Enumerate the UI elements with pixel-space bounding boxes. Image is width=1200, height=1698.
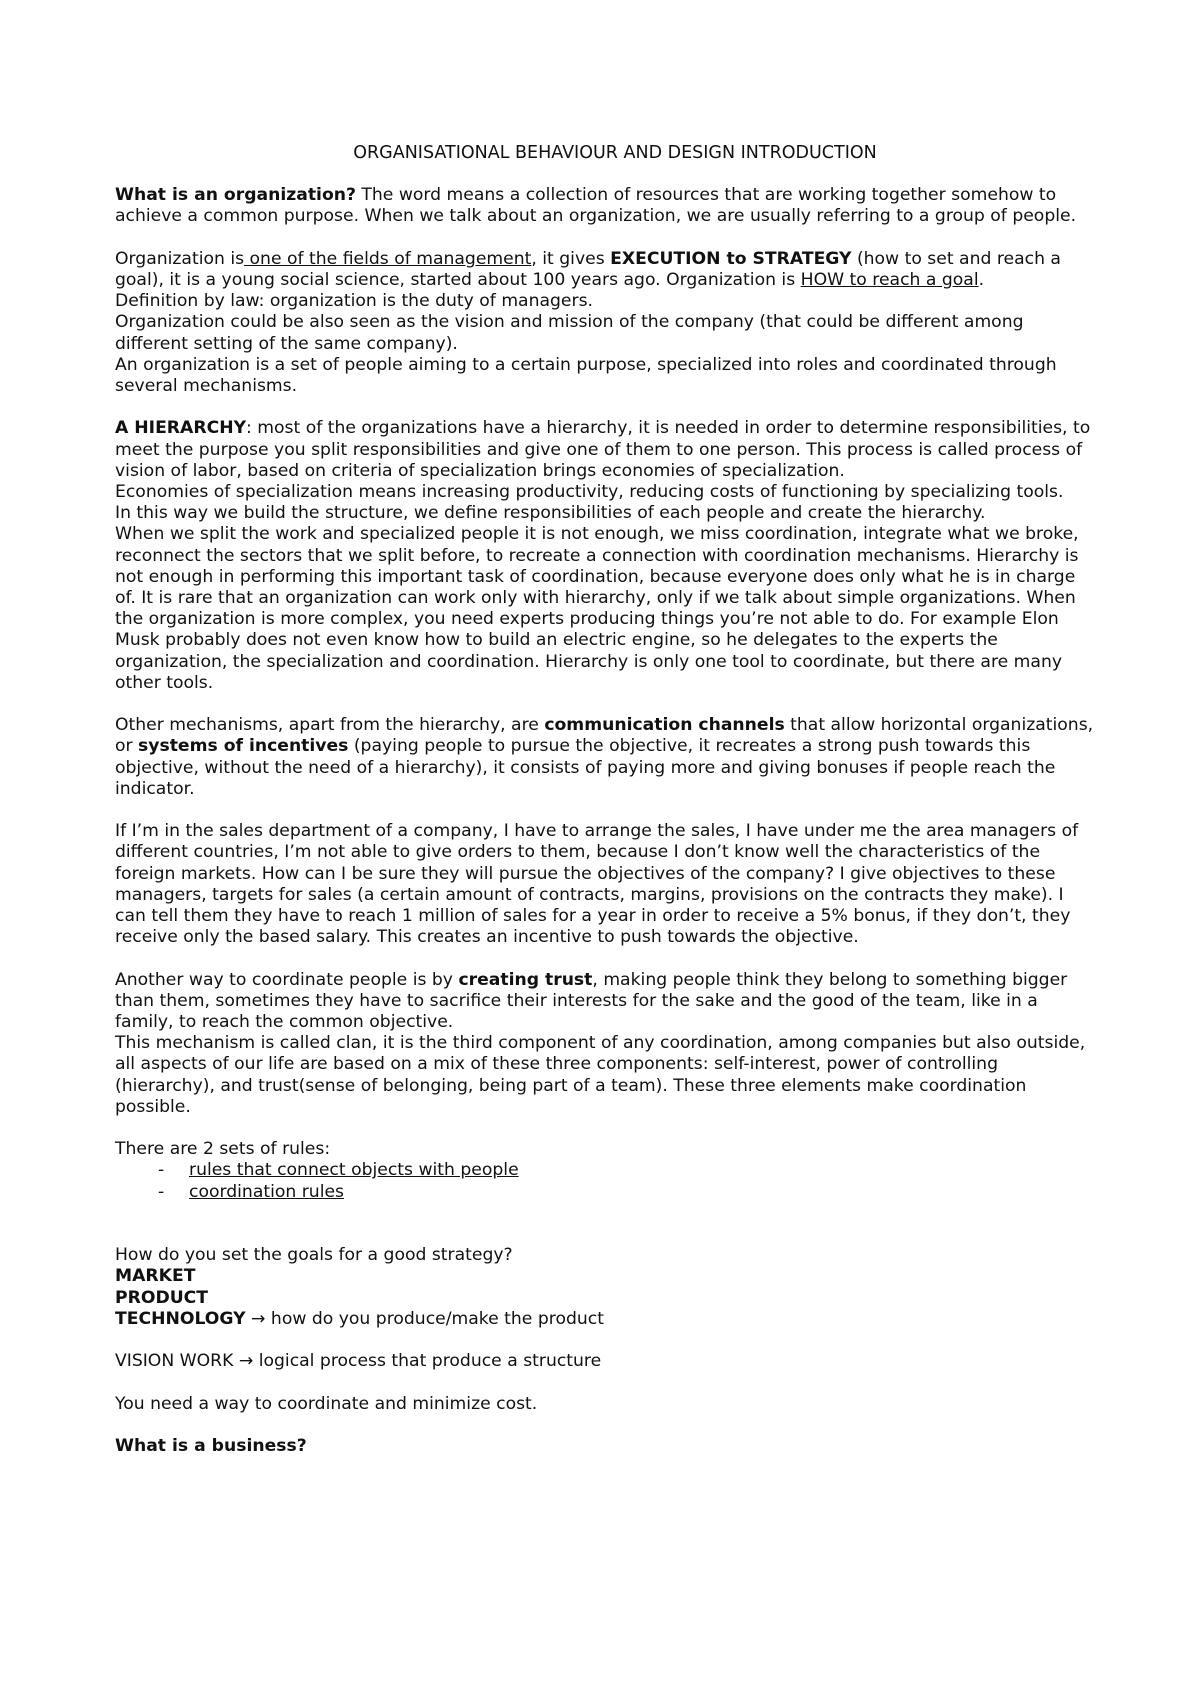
- term-systems-of-incentives: systems of incentives: [138, 736, 349, 757]
- paragraph-clan: This mechanism is called clan, it is the third component of any coordination, among companies but also outside, all aspects of our life are based on a mix of these three components: self-interest, power of controlling (hierarchy), and trust(sense of belonging, being part of a team). These three elements make coordination possible.: [115, 1033, 1086, 1117]
- heading-what-is-business: What is a business?: [115, 1436, 307, 1457]
- term-creating-trust: creating trust: [458, 969, 593, 990]
- paragraph-vision-work: VISION WORK → logical process that produce a structure: [115, 1351, 602, 1372]
- list-item: - coordination rules: [158, 1182, 1095, 1203]
- goal-product: PRODUCT: [115, 1287, 209, 1308]
- paragraph-coordinate-minimize: You need a way to coordinate and minimize cost.: [115, 1393, 538, 1414]
- paragraph-hierarchy: A HIERARCHY: most of the organizations have a hierarchy, it is needed in order to determine responsibilities, to meet the purpose you split responsibilities and give one of them to one person. This process is called process of vision of labor, based on criteria of specialization brings economies of specialization.: [115, 418, 1091, 481]
- term-hierarchy: A HIERARCHY: [115, 418, 247, 439]
- term-what-is-organization: What is an organization?: [115, 185, 356, 206]
- goal-technology: TECHNOLOGY → how do you produce/make the product: [115, 1308, 604, 1329]
- document-title: ORGANISATIONAL BEHAVIOUR AND DESIGN INTRODUCTION: [353, 143, 877, 163]
- paragraph-coordination: When we split the work and specialized people it is not enough, we miss coordination, integrate what we broke, reconnect the sectors that we split before, to recreate a connection with coordination mechanisms. Hierarchy is not enough in performing this important task of coordination, because everyone does only what he is in charge of. It is rare that an organization can work only with hierarchy, only if we talk about simple organizations. When the organization is more complex, you need experts producing things you’re not able to do. For example Elon Musk probably does not even know how to build an electric engine, so he delegates to the experts the organization, the specialization and coordination. Hierarchy is only one tool to coordinate, but there are many other tools.: [115, 524, 1079, 693]
- underlined-fields-of-management: one of the fields of management: [244, 248, 532, 269]
- paragraph-set-of-people: An organization is a set of people aiming to a certain purpose, specialized into roles and coordinated through several mechanisms.: [115, 354, 1057, 397]
- document-body: [115, 143, 1095, 1457]
- paragraph-definition-by-law: Definition by law: organization is the duty of managers.: [115, 291, 593, 312]
- paragraph-economies-specialization: Economies of specialization means increasing productivity, reducing costs of functioning by specializing tools.: [115, 482, 1064, 503]
- goal-market: MARKET: [115, 1266, 196, 1287]
- paragraph-build-structure: In this way we build the structure, we define responsibilities of each people and create the hierarchy.: [115, 503, 986, 524]
- paragraph-other-mechanisms: Other mechanisms, apart from the hierarchy, are communication channels that allow horizontal organizations, or systems of incentives (paying people to pursue the objective, it recreates a strong push towards this objective, without the need of a hierarchy), it consists of paying more and giving bonuses if people reach the indicator.: [115, 715, 1094, 799]
- paragraph-sets-of-rules: There are 2 sets of rules:: [115, 1139, 331, 1160]
- list-item: - rules that connect objects with people: [158, 1160, 1095, 1181]
- term-execution-to-strategy: EXECUTION to STRATEGY: [610, 248, 852, 269]
- underlined-how-to-reach-goal: HOW to reach a goal: [800, 270, 979, 290]
- paragraph-organization-definition: What is an organization? The word means a collection of resources that are working together somehow to achieve a common purpose. When we talk about an organization, we are usually referring to a group of people.: [115, 185, 1077, 227]
- paragraph-sales-example: If I’m in the sales department of a company, I have to arrange the sales, I have under me the area managers of different countries, I’m not able to give orders to them, because I don’t know well the characteristics of the foreign markets. How can I be sure they will pursue the objectives of the company? I give objectives to these managers, targets for sales (a certain amount of contracts, margins, provisions on the contracts they make). I can tell them they have to reach 1 million of sales for a year in order to receive a 5% bonus, if they don’t, they receive only the based salary. This creates an incentive to push towards the objective.: [115, 821, 1079, 948]
- paragraph-vision-mission: Organization could be also seen as the vision and mission of the company (that could be different among different setting of the same company).: [115, 312, 1024, 354]
- paragraph-execution-strategy: Organization is one of the fields of management, it gives EXECUTION to STRATEGY (how to set and reach a goal), it is a young social science, started about 100 years ago. Organization is HOW to reach a goal.: [115, 248, 1061, 290]
- rules-list: [115, 1160, 1095, 1202]
- paragraph-set-goals-question: How do you set the goals for a good strategy?: [115, 1245, 513, 1266]
- paragraph-creating-trust: Another way to coordinate people is by creating trust, making people think they belong to something bigger than them, sometimes they have to sacrifice their interests for the sake and the good of the team, like in a family, to reach the common objective.: [115, 969, 1068, 1033]
- term-communication-channels: communication channels: [544, 715, 785, 736]
